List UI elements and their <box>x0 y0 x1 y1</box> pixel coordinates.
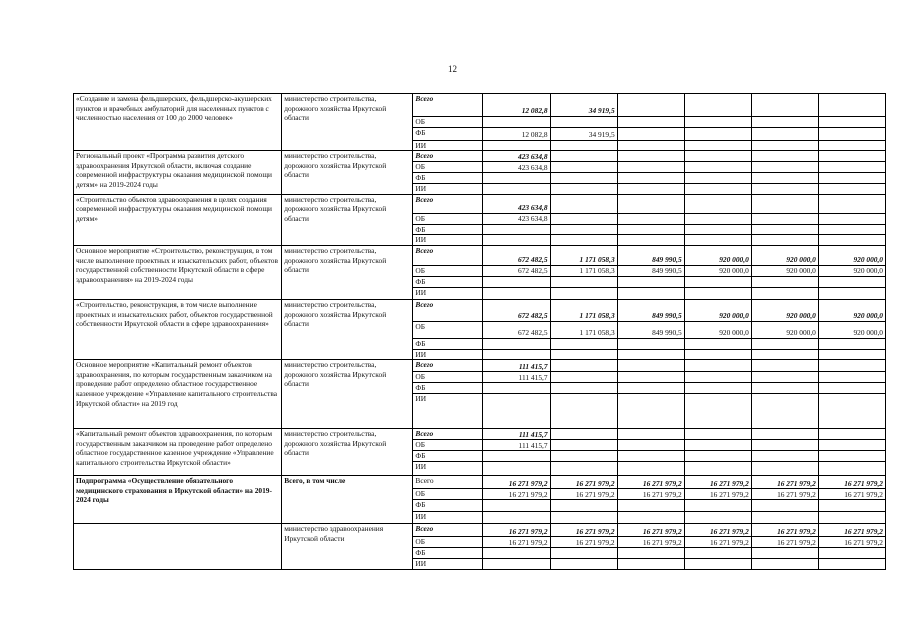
amount-cell <box>684 194 751 213</box>
amount-cell <box>818 383 885 394</box>
amount-cell <box>550 349 617 360</box>
amount-cell: 849 990,5 <box>617 245 684 265</box>
funding-source-cell: Всего <box>413 299 483 321</box>
amount-cell <box>483 512 550 524</box>
amount-cell <box>751 287 818 299</box>
amount-cell <box>751 151 818 162</box>
funding-source-cell: ОБ <box>413 372 483 383</box>
amount-cell <box>550 394 617 429</box>
amount-cell: 16 271 979,2 <box>483 476 550 489</box>
amount-cell <box>818 512 885 524</box>
amount-cell <box>818 213 885 224</box>
amount-cell <box>684 151 751 162</box>
amount-cell: 111 415,7 <box>483 372 550 383</box>
amount-cell <box>550 429 617 440</box>
amount-cell <box>483 287 550 299</box>
amount-cell <box>818 372 885 383</box>
funding-source-cell: ФБ <box>413 548 483 559</box>
amount-cell <box>751 500 818 512</box>
amount-cell <box>684 360 751 372</box>
funding-source-cell: ОБ <box>413 537 483 548</box>
amount-cell: 16 271 979,2 <box>818 524 885 537</box>
amount-cell <box>684 162 751 173</box>
measure-name-cell: Региональный проект «Программа развития детского здравоохранения Иркутской области, включая создание современной инфраструктуры оказания медицинской помощи детям» на 2019-2024 годы <box>74 151 282 195</box>
amount-cell: 672 482,5 <box>483 299 550 321</box>
amount-cell: 423 634,8 <box>483 162 550 173</box>
funding-source-cell: ФБ <box>413 173 483 184</box>
amount-cell: 111 415,7 <box>483 429 550 440</box>
amount-cell <box>617 512 684 524</box>
amount-cell <box>818 276 885 287</box>
amount-cell <box>550 512 617 524</box>
amount-cell <box>483 548 550 559</box>
amount-cell <box>483 500 550 512</box>
amount-cell <box>550 338 617 349</box>
executor-cell: министерство строительства, дорожного хозяйства Иркутской области <box>282 299 413 359</box>
funding-source-cell: ИИ <box>413 184 483 195</box>
funding-source-cell: ОБ <box>413 265 483 276</box>
amount-cell <box>751 451 818 462</box>
amount-cell <box>550 383 617 394</box>
amount-cell: 920 000,0 <box>751 321 818 338</box>
amount-cell <box>751 372 818 383</box>
amount-cell <box>550 276 617 287</box>
amount-cell <box>617 276 684 287</box>
amount-cell: 16 271 979,2 <box>550 476 617 489</box>
amount-cell <box>617 383 684 394</box>
table-row <box>74 94 886 117</box>
amount-cell <box>617 394 684 429</box>
funding-source-cell: ИИ <box>413 349 483 360</box>
amount-cell <box>550 117 617 128</box>
amount-cell <box>818 349 885 360</box>
amount-cell: 1 171 058,3 <box>550 299 617 321</box>
amount-cell: 672 482,5 <box>483 321 550 338</box>
measure-name-cell: Основное мероприятие «Капитальный ремонт объектов здравоохранения, по которым государственным заказчиком на проведение работ определено областное государственное казенное учреждение «Управление капитального строительства Иркутской области» на 2019 год <box>74 360 282 429</box>
amount-cell <box>751 394 818 429</box>
amount-cell <box>550 360 617 372</box>
amount-cell <box>483 383 550 394</box>
amount-cell <box>751 127 818 140</box>
amount-cell <box>617 429 684 440</box>
funding-source-cell: Всего <box>413 151 483 162</box>
amount-cell: 1 171 058,3 <box>550 265 617 276</box>
amount-cell: 920 000,0 <box>818 299 885 321</box>
amount-cell <box>751 349 818 360</box>
amount-cell <box>684 224 751 235</box>
amount-cell: 672 482,5 <box>483 265 550 276</box>
amount-cell <box>751 548 818 559</box>
amount-cell: 16 271 979,2 <box>617 489 684 500</box>
executor-cell: министерство строительства, дорожного хозяйства Иркутской области <box>282 94 413 151</box>
amount-cell <box>617 349 684 360</box>
amount-cell <box>751 559 818 570</box>
amount-cell <box>483 117 550 128</box>
amount-cell: 672 482,5 <box>483 245 550 265</box>
amount-cell <box>818 140 885 151</box>
funding-source-cell: ОБ <box>413 162 483 173</box>
amount-cell <box>684 173 751 184</box>
executor-cell: министерство строительства, дорожного хозяйства Иркутской области <box>282 194 413 245</box>
amount-cell <box>550 462 617 476</box>
amount-cell <box>617 162 684 173</box>
measure-name-cell: Подпрограмма «Осуществление обязательного медицинского страхования в Иркутской области» на 2019-2024 годы <box>74 476 282 524</box>
amount-cell <box>818 117 885 128</box>
amount-cell <box>550 140 617 151</box>
amount-cell: 920 000,0 <box>751 299 818 321</box>
amount-cell <box>550 213 617 224</box>
amount-cell <box>751 383 818 394</box>
amount-cell <box>818 224 885 235</box>
funding-source-cell: ФБ <box>413 500 483 512</box>
funding-source-cell: ФБ <box>413 224 483 235</box>
amount-cell: 16 271 979,2 <box>684 476 751 489</box>
amount-cell <box>684 383 751 394</box>
amount-cell: 920 000,0 <box>684 245 751 265</box>
amount-cell <box>684 512 751 524</box>
funding-source-cell: ИИ <box>413 394 483 429</box>
amount-cell <box>617 173 684 184</box>
amount-cell <box>550 184 617 195</box>
amount-cell <box>550 173 617 184</box>
amount-cell: 111 415,7 <box>483 440 550 451</box>
table-row <box>74 476 886 489</box>
amount-cell <box>818 338 885 349</box>
amount-cell <box>684 429 751 440</box>
amount-cell: 12 082,8 <box>483 94 550 117</box>
amount-cell <box>483 224 550 235</box>
amount-cell <box>751 360 818 372</box>
amount-cell: 16 271 979,2 <box>684 537 751 548</box>
amount-cell <box>818 235 885 246</box>
amount-cell <box>684 184 751 195</box>
amount-cell <box>818 429 885 440</box>
amount-cell <box>483 276 550 287</box>
funding-source-cell: ОБ <box>413 489 483 500</box>
amount-cell: 920 000,0 <box>684 265 751 276</box>
measure-name-cell: «Капитальный ремонт объектов здравоохранения, по которым государственным заказчиком на проведение работ определено областное государственное казенное учреждение «Управление капитального строительства Иркутской области» <box>74 429 282 476</box>
amount-cell <box>818 94 885 117</box>
amount-cell: 849 990,5 <box>617 265 684 276</box>
amount-cell <box>818 287 885 299</box>
amount-cell: 34 919,5 <box>550 127 617 140</box>
table-row <box>74 245 886 265</box>
amount-cell: 920 000,0 <box>818 245 885 265</box>
amount-cell: 16 271 979,2 <box>684 524 751 537</box>
amount-cell <box>818 360 885 372</box>
measure-name-cell <box>74 524 282 570</box>
funding-source-cell: Всего <box>413 429 483 440</box>
amount-cell <box>684 117 751 128</box>
amount-cell <box>483 235 550 246</box>
amount-cell <box>617 338 684 349</box>
funding-source-cell: ФБ <box>413 338 483 349</box>
amount-cell <box>617 151 684 162</box>
amount-cell <box>684 500 751 512</box>
amount-cell <box>617 287 684 299</box>
amount-cell <box>751 235 818 246</box>
amount-cell <box>751 224 818 235</box>
funding-source-cell: ИИ <box>413 512 483 524</box>
amount-cell: 16 271 979,2 <box>483 524 550 537</box>
amount-cell <box>617 140 684 151</box>
amount-cell <box>550 440 617 451</box>
amount-cell: 16 271 979,2 <box>818 489 885 500</box>
amount-cell <box>617 194 684 213</box>
amount-cell <box>684 440 751 451</box>
amount-cell <box>818 127 885 140</box>
funding-source-cell: ОБ <box>413 321 483 338</box>
amount-cell: 16 271 979,2 <box>751 489 818 500</box>
amount-cell <box>684 372 751 383</box>
funding-source-cell: ИИ <box>413 559 483 570</box>
amount-cell <box>483 338 550 349</box>
amount-cell <box>751 338 818 349</box>
amount-cell: 423 634,8 <box>483 213 550 224</box>
amount-cell <box>684 140 751 151</box>
amount-cell: 16 271 979,2 <box>550 537 617 548</box>
amount-cell <box>617 224 684 235</box>
table-row <box>74 524 886 537</box>
amount-cell: 16 271 979,2 <box>483 489 550 500</box>
amount-cell: 16 271 979,2 <box>617 476 684 489</box>
amount-cell <box>751 213 818 224</box>
amount-cell <box>751 140 818 151</box>
amount-cell <box>684 548 751 559</box>
amount-cell <box>751 194 818 213</box>
table-row <box>74 429 886 440</box>
amount-cell <box>684 338 751 349</box>
amount-cell <box>617 127 684 140</box>
executor-cell: министерство строительства, дорожного хозяйства Иркутской области <box>282 429 413 476</box>
amount-cell <box>751 462 818 476</box>
amount-cell: 1 171 058,3 <box>550 321 617 338</box>
amount-cell <box>684 127 751 140</box>
funding-source-cell: Всего <box>413 94 483 117</box>
amount-cell: 16 271 979,2 <box>818 537 885 548</box>
amount-cell <box>550 451 617 462</box>
amount-cell <box>684 276 751 287</box>
amount-cell <box>550 151 617 162</box>
amount-cell: 423 634,8 <box>483 194 550 213</box>
amount-cell: 16 271 979,2 <box>483 537 550 548</box>
amount-cell <box>617 451 684 462</box>
amount-cell <box>684 462 751 476</box>
amount-cell <box>617 372 684 383</box>
amount-cell <box>818 194 885 213</box>
amount-cell <box>550 224 617 235</box>
amount-cell: 1 171 058,3 <box>550 245 617 265</box>
amount-cell: 920 000,0 <box>684 321 751 338</box>
funding-source-cell: Всего <box>413 476 483 489</box>
amount-cell: 920 000,0 <box>751 245 818 265</box>
amount-cell: 16 271 979,2 <box>751 524 818 537</box>
funding-source-cell: ОБ <box>413 440 483 451</box>
executor-cell: министерство здравоохранения Иркутской области <box>282 524 413 570</box>
amount-cell: 16 271 979,2 <box>617 524 684 537</box>
executor-cell: министерство строительства, дорожного хозяйства Иркутской области <box>282 360 413 429</box>
amount-cell <box>617 213 684 224</box>
table-row <box>74 299 886 321</box>
executor-cell: Всего, в том числе <box>282 476 413 524</box>
amount-cell <box>684 235 751 246</box>
funding-source-cell: ИИ <box>413 462 483 476</box>
amount-cell: 849 990,5 <box>617 299 684 321</box>
measure-name-cell: «Строительство объектов здравоохранения в целях создания современной инфраструктуры оказания медицинской помощи детям» <box>74 194 282 245</box>
amount-cell <box>684 287 751 299</box>
amount-cell <box>483 451 550 462</box>
amount-cell <box>684 213 751 224</box>
amount-cell <box>684 451 751 462</box>
funding-source-cell: Всего <box>413 360 483 372</box>
amount-cell: 16 271 979,2 <box>550 489 617 500</box>
amount-cell: 16 271 979,2 <box>751 476 818 489</box>
amount-cell <box>483 349 550 360</box>
funding-source-cell: ИИ <box>413 287 483 299</box>
amount-cell <box>751 276 818 287</box>
amount-cell <box>818 184 885 195</box>
funding-source-cell: Всего <box>413 194 483 213</box>
amount-cell <box>751 94 818 117</box>
table-row <box>74 194 886 213</box>
funding-source-cell: Всего <box>413 245 483 265</box>
amount-cell: 111 415,7 <box>483 360 550 372</box>
amount-cell <box>550 559 617 570</box>
funding-source-cell: ФБ <box>413 451 483 462</box>
amount-cell: 920 000,0 <box>684 299 751 321</box>
amount-cell: 16 271 979,2 <box>684 489 751 500</box>
amount-cell <box>751 440 818 451</box>
amount-cell <box>483 559 550 570</box>
amount-cell <box>684 559 751 570</box>
amount-cell <box>483 462 550 476</box>
amount-cell <box>550 372 617 383</box>
amount-cell: 920 000,0 <box>818 265 885 276</box>
amount-cell <box>751 184 818 195</box>
amount-cell <box>617 559 684 570</box>
amount-cell <box>617 117 684 128</box>
amount-cell <box>617 440 684 451</box>
amount-cell <box>550 548 617 559</box>
amount-cell <box>617 500 684 512</box>
table-row <box>74 151 886 162</box>
amount-cell <box>818 462 885 476</box>
amount-cell <box>818 151 885 162</box>
amount-cell <box>818 162 885 173</box>
amount-cell <box>818 394 885 429</box>
amount-cell <box>617 94 684 117</box>
measure-name-cell: «Создание и замена фельдшерских, фельдшерско-акушерских пунктов и врачебных амбулаторий для населенных пунктов с численностью населения от 100 до 2000 человек» <box>74 94 282 151</box>
amount-cell: 12 082,8 <box>483 127 550 140</box>
executor-cell: министерство строительства, дорожного хозяйства Иркутской области <box>282 245 413 299</box>
amount-cell <box>617 548 684 559</box>
measure-name-cell: Основное мероприятие «Строительство, реконструкция, в том числе выполнение проектных и изыскательских работ, объектов государственной собственности Иркутской области в сфере здравоохранения» на 2019-2024 годы <box>74 245 282 299</box>
amount-cell: 16 271 979,2 <box>818 476 885 489</box>
amount-cell <box>617 462 684 476</box>
measure-name-cell: «Строительство, реконструкция, в том числе выполнение проектных и изыскательских работ, объектов государственной собственности Иркутской области в сфере здравоохранения» <box>74 299 282 359</box>
amount-cell <box>550 162 617 173</box>
amount-cell: 16 271 979,2 <box>550 524 617 537</box>
amount-cell <box>684 94 751 117</box>
amount-cell <box>751 117 818 128</box>
amount-cell <box>550 500 617 512</box>
budget-table <box>73 93 886 570</box>
amount-cell <box>617 235 684 246</box>
funding-source-cell: Всего <box>413 524 483 537</box>
amount-cell: 849 990,5 <box>617 321 684 338</box>
amount-cell: 423 634,8 <box>483 151 550 162</box>
page-number: 12 <box>448 64 457 74</box>
amount-cell <box>483 173 550 184</box>
amount-cell: 34 919,5 <box>550 94 617 117</box>
amount-cell: 16 271 979,2 <box>617 537 684 548</box>
amount-cell <box>751 429 818 440</box>
amount-cell <box>684 394 751 429</box>
executor-cell: министерство строительства, дорожного хозяйства Иркутской области <box>282 151 413 195</box>
funding-source-cell: ОБ <box>413 117 483 128</box>
amount-cell <box>684 349 751 360</box>
table-row <box>74 360 886 372</box>
amount-cell <box>483 140 550 151</box>
amount-cell: 920 000,0 <box>818 321 885 338</box>
amount-cell <box>550 287 617 299</box>
amount-cell <box>818 451 885 462</box>
funding-source-cell: ФБ <box>413 383 483 394</box>
funding-source-cell: ФБ <box>413 127 483 140</box>
amount-cell <box>751 162 818 173</box>
amount-cell: 16 271 979,2 <box>751 537 818 548</box>
funding-source-cell: ОБ <box>413 213 483 224</box>
amount-cell <box>550 235 617 246</box>
amount-cell <box>617 184 684 195</box>
funding-source-cell: ИИ <box>413 235 483 246</box>
amount-cell <box>751 173 818 184</box>
amount-cell <box>818 173 885 184</box>
amount-cell: 920 000,0 <box>751 265 818 276</box>
amount-cell <box>483 394 550 429</box>
amount-cell <box>818 559 885 570</box>
amount-cell <box>751 512 818 524</box>
funding-source-cell: ИИ <box>413 140 483 151</box>
amount-cell <box>550 194 617 213</box>
funding-source-cell: ФБ <box>413 276 483 287</box>
amount-cell <box>818 500 885 512</box>
amount-cell <box>483 184 550 195</box>
amount-cell <box>617 360 684 372</box>
amount-cell <box>818 548 885 559</box>
amount-cell <box>818 440 885 451</box>
